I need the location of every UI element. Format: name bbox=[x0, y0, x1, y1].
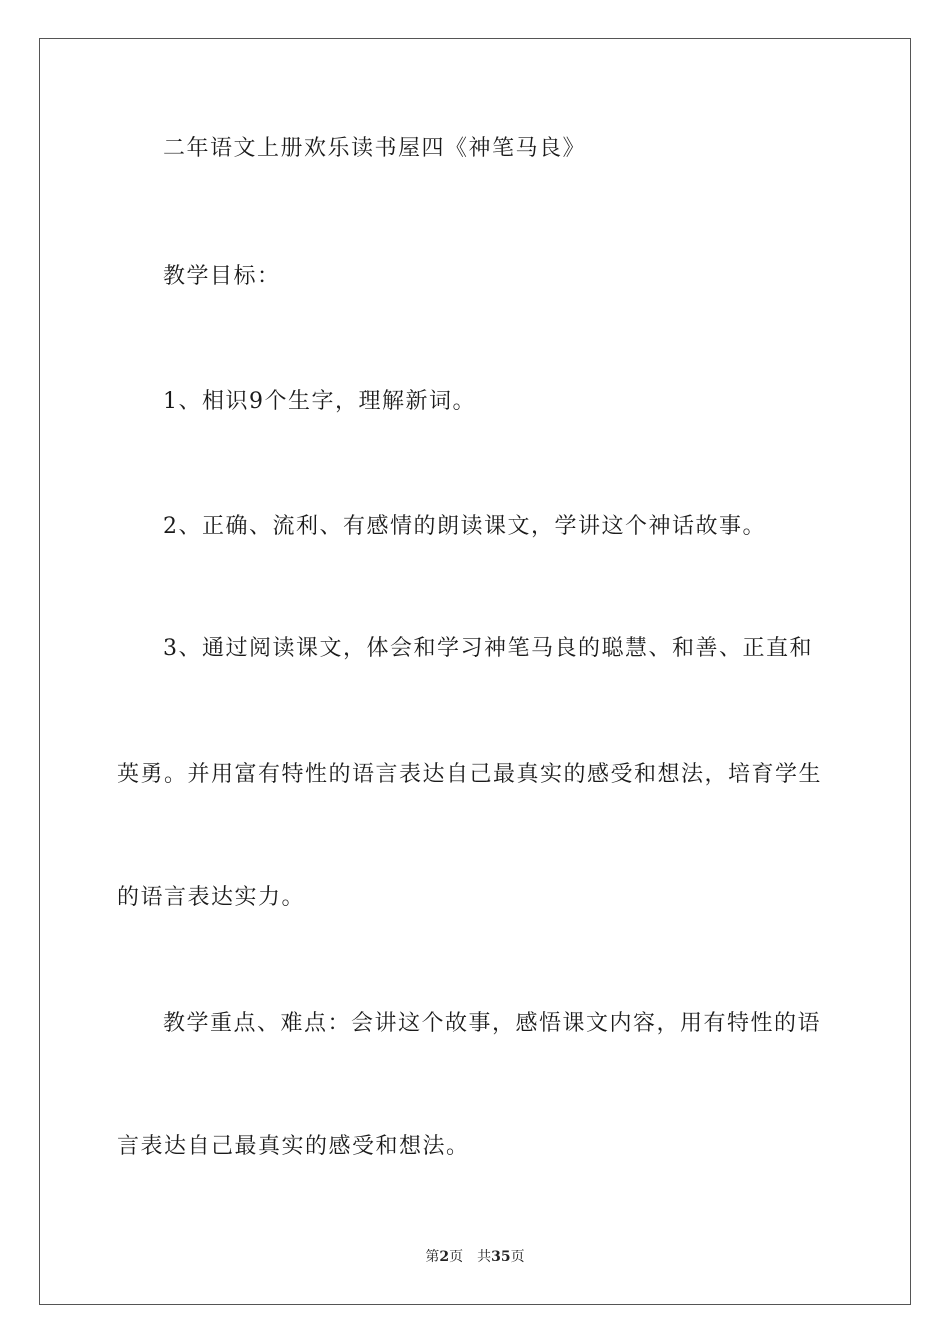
paragraph-line: 教学重点、难点：会讲这个故事，感悟课文内容，用有特性的语 bbox=[163, 1011, 822, 1036]
paragraph-line: 教学目标： bbox=[163, 264, 281, 289]
paragraph-line: 2、正确、流利、有感情的朗读课文，学讲这个神话故事。 bbox=[163, 514, 766, 539]
paragraph-line: 英勇。并用富有特性的语言表达自己最真实的感受和想法，培育学生 bbox=[117, 762, 823, 787]
total-suffix: 页 bbox=[510, 1249, 525, 1265]
total-prefix: 共 bbox=[477, 1249, 492, 1265]
paragraph-line: 3、通过阅读课文，体会和学习神笔马良的聪慧、和善、正直和 bbox=[163, 636, 813, 661]
page-prefix: 第 bbox=[425, 1249, 440, 1265]
page-suffix: 页 bbox=[449, 1249, 464, 1265]
paragraph-line: 的语言表达实力。 bbox=[117, 885, 306, 910]
page-number: 2 bbox=[439, 1249, 450, 1265]
total-pages: 35 bbox=[491, 1249, 511, 1265]
page-border bbox=[39, 38, 911, 1305]
page-footer bbox=[0, 1247, 950, 1267]
document-title: 二年语文上册欢乐读书屋四《神笔马良》 bbox=[163, 136, 587, 161]
paragraph-line: 言表达自己最真实的感受和想法。 bbox=[117, 1134, 470, 1159]
paragraph-line: 1、相识9个生字，理解新词。 bbox=[163, 389, 476, 414]
